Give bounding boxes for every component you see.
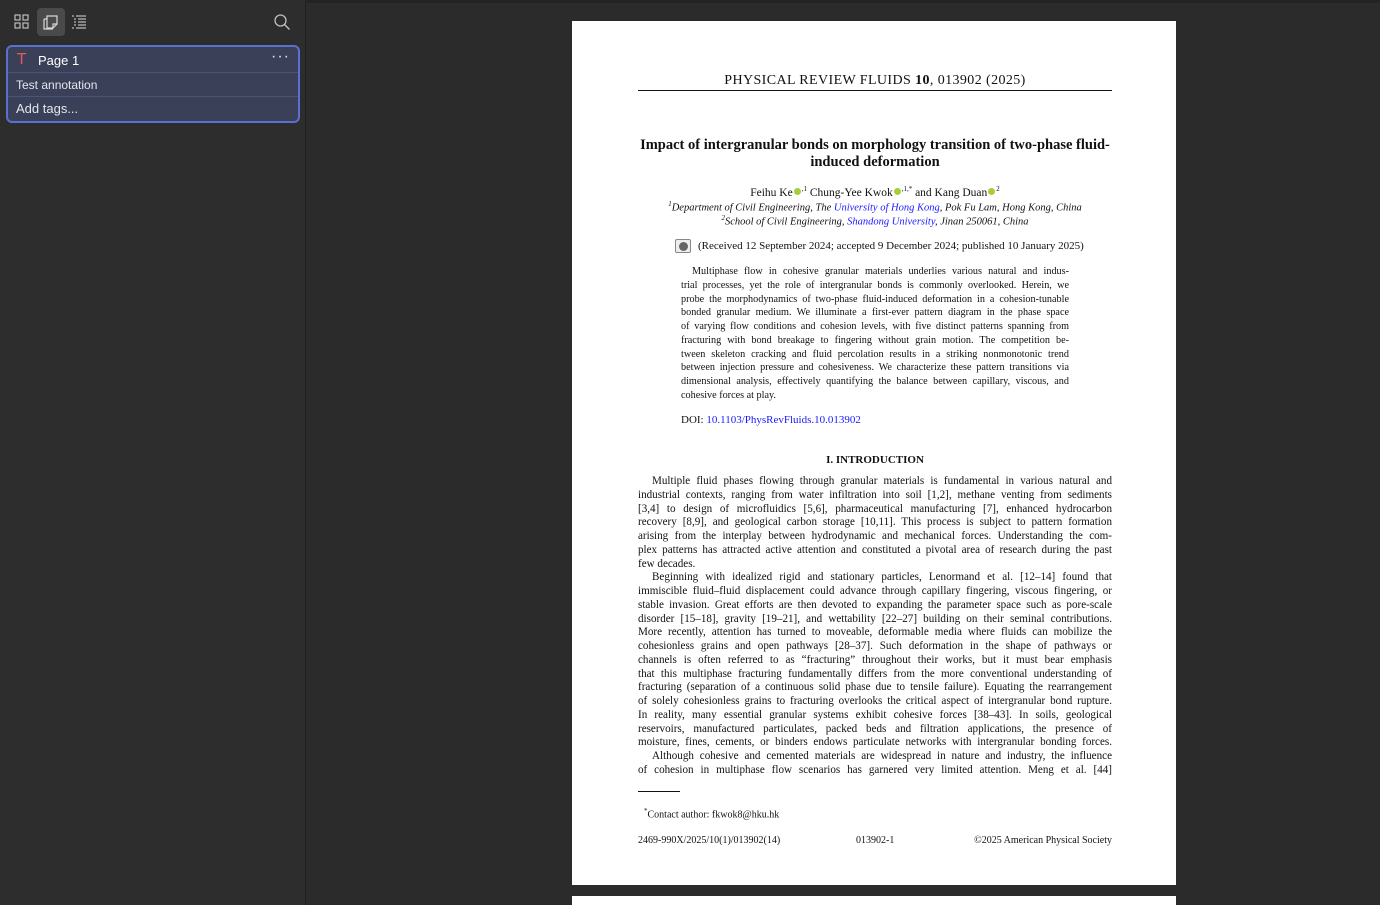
body-line: Multiple fluid phases flowing through granular materials is fundamental in various natural and (652, 475, 1112, 487)
body-line: of solely cohesionless grains to fracturing overlooks the critical aspect of intergranular bond rupture. (638, 695, 1112, 707)
pdf-viewer[interactable] (307, 0, 1380, 905)
affiliation-mark: 2 (721, 214, 725, 222)
affiliation-text: Department of Civil Engineering, The (671, 202, 834, 214)
footnote-text: Contact author: fkwok8@hku.hk (647, 809, 780, 821)
thumbnails-view-button[interactable] (8, 8, 36, 36)
annotations-sidebar (0, 0, 306, 905)
affiliation-link[interactable]: Shandong University (847, 216, 935, 228)
crossmark-icon[interactable] (675, 239, 691, 253)
body-line: Although cohesive and cemented materials are widespread in nature and industry, the influence (652, 750, 1112, 762)
footer-copyright: ©2025 American Physical Society (974, 835, 1112, 846)
body-line: of cohesion in multiphase flow scenarios has garnered very limited attention. Meng et al. [44] (638, 763, 1112, 776)
more-options-icon[interactable]: ··· (271, 48, 290, 65)
abstract-line: Multiphase flow in cohesive granular materials underlies various natural and indus- (692, 266, 1069, 277)
body-line: recovery [8,9], and geological carbon storage [10,11]. This process is subject to pattern formation (638, 516, 1112, 529)
body-line: Beginning with idealized rigid and stationary particles, Lenormand et al. [12–14] found that (652, 571, 1112, 584)
author-affiliation-mark: ,1,* (901, 185, 913, 193)
author-name: Feihu Ke (750, 186, 793, 199)
search-icon (273, 13, 291, 31)
outline-list-icon (70, 13, 88, 31)
orcid-icon[interactable] (988, 188, 995, 195)
body-line: channels is often referred to as “fracturing” throughout their works, but it must bear emphasis (638, 653, 1112, 666)
abstract-line: between injection pressure and cohesiveness. We characterize these pattern transitions via (681, 362, 1069, 374)
doi-label: DOI: (681, 414, 707, 426)
annotations-icon (42, 13, 60, 31)
outline-view-button[interactable] (65, 8, 93, 36)
orcid-icon[interactable] (894, 188, 901, 195)
text-annotation-icon: T (17, 50, 27, 68)
annotation-comment[interactable]: Test annotation (8, 73, 298, 97)
annotation-page-label: Page 1 (38, 53, 80, 68)
abstract-line: cohesive forces at play. (681, 389, 776, 401)
journal-name: PHYSICAL REVIEW FLUIDS (724, 73, 912, 88)
author-affiliation-mark: 2 (996, 185, 1000, 193)
affiliation-text: , Pok Fu Lam, Hong Kong, China (939, 202, 1082, 214)
footnote (644, 807, 779, 820)
annotations-view-button[interactable] (37, 8, 65, 36)
add-tags-field[interactable]: Add tags... (16, 101, 79, 116)
footnote-rule (638, 791, 680, 792)
journal-header (638, 73, 1112, 89)
author-name: Chung-Yee Kwok (806, 186, 893, 199)
footnote-mark: * (644, 807, 648, 815)
abstract-line: probe the morphodynamics of two-phase fluid-induced deformation in a cohesion-tunable (681, 293, 1069, 305)
abstract-line: fracturing with bond breakage to fingering without grain motion. The competition be- (681, 334, 1069, 346)
body-line: plex patterns has attracted active attention and constituted a pivotal area of research during the past (638, 543, 1112, 556)
grid-thumbnails-icon (13, 13, 31, 31)
pdf-page-2[interactable] (572, 896, 1176, 905)
doi-link[interactable]: 10.1103/PhysRevFluids.10.013902 (706, 414, 861, 426)
viewer-top-border (307, 0, 1380, 3)
journal-volume: 10 (915, 73, 930, 88)
pdf-page-1[interactable] (572, 21, 1176, 885)
body-line: stable invasion. Great efforts are then devoted to expanding the parameter space such as pore-scale (638, 598, 1112, 611)
affiliation-text: School of Civil Engineering, (724, 216, 848, 228)
abstract-line: bonded granular medium. We illuminate a first-ever pattern diagram in the phase space (681, 307, 1069, 319)
abstract-line: trial processes, yet the role of intergranular bonds is commonly overlooked. Herein, we (681, 279, 1069, 291)
body-line: moisture, fines, cements, or binders endows particulate networks with intergranular bonding forces. (638, 736, 1112, 749)
annotation-card[interactable] (6, 45, 300, 123)
body-line: reservoirs, manufactured particulates, packed beds and filtration applications, the presence of (638, 722, 1112, 735)
annotation-card-header (8, 47, 298, 73)
author-list (638, 185, 1112, 199)
body-line: cohesionless grains and open pathways [28–37]. Such deformation in the shape of pathways or (638, 640, 1112, 652)
search-button[interactable] (268, 8, 296, 36)
author-affiliation-mark: ,1 (801, 185, 807, 193)
section-heading: I. INTRODUCTION (826, 454, 924, 466)
body-text (638, 475, 1112, 778)
orcid-icon[interactable] (794, 188, 801, 195)
publication-history: (Received 12 September 2024; accepted 9 December 2024; published 10 January 2025) (698, 240, 1084, 252)
body-line: few decades. (638, 557, 696, 570)
abstract-line: tween skeleton cracking and fluid percolation results in a striking nonmonotonic trend (681, 348, 1069, 360)
abstract-line: of varying flow conditions and cohesion levels, with five distinct patterns spanning from (681, 321, 1069, 332)
body-line: that this multiphase fracturing fundamentally differs from the more conventional understanding of (638, 667, 1112, 680)
body-line: disorder [15–18], gravity [19–21], and wettability [22–27] building on their seminal contributions. (638, 612, 1112, 625)
body-line: arising from the interplay between hydrodynamic and mechanical forces. Understanding the com- (638, 530, 1112, 542)
body-line: More recently, attention has turned to moveable, deformable media where fluids can mobilize the (638, 626, 1112, 639)
body-line: immiscible fluid–fluid displacement could advance through capillary fingering, viscous fingering, or (638, 585, 1112, 597)
affiliation-1 (638, 200, 1112, 214)
abstract-line: dimensional analysis, effectively quantifying the balance between capillary, viscous, and (681, 376, 1069, 387)
article-title: Impact of intergranular bonds on morphology transition of two-phase fluid-induced deformation (640, 137, 1110, 170)
affiliation-2 (638, 214, 1112, 228)
affiliation-link[interactable]: University of Hong Kong (833, 202, 940, 214)
header-rule (638, 90, 1112, 91)
affiliation-text: , Jinan 250061, China (934, 216, 1029, 228)
journal-issue: , 013902 (2025) (929, 73, 1026, 88)
footer-page-number: 013902-1 (856, 835, 895, 846)
abstract (681, 265, 1069, 403)
author-name: and Kang Duan (912, 186, 988, 199)
body-line: fracturing (separation of a continuous solid phase due to tensile failure). Equating the rearrangement (638, 681, 1112, 694)
body-line: In reality, many essential granular systems exhibit cohesive forces [38–43]. In soils, geological (638, 708, 1112, 721)
body-line: [3,4] to design of microfluidics [5,6], pharmaceutical manufacturing [7], enhanced hydrocarbon (638, 502, 1112, 515)
affiliation-mark: 1 (668, 200, 672, 208)
sidebar-toolbar (0, 0, 306, 44)
body-line: industrial contexts, ranging from water infiltration into soil [1,2], methane venting from sediments (638, 488, 1112, 501)
doi (681, 414, 861, 426)
footer-issn: 2469-990X/2025/10(1)/013902(14) (638, 835, 781, 846)
